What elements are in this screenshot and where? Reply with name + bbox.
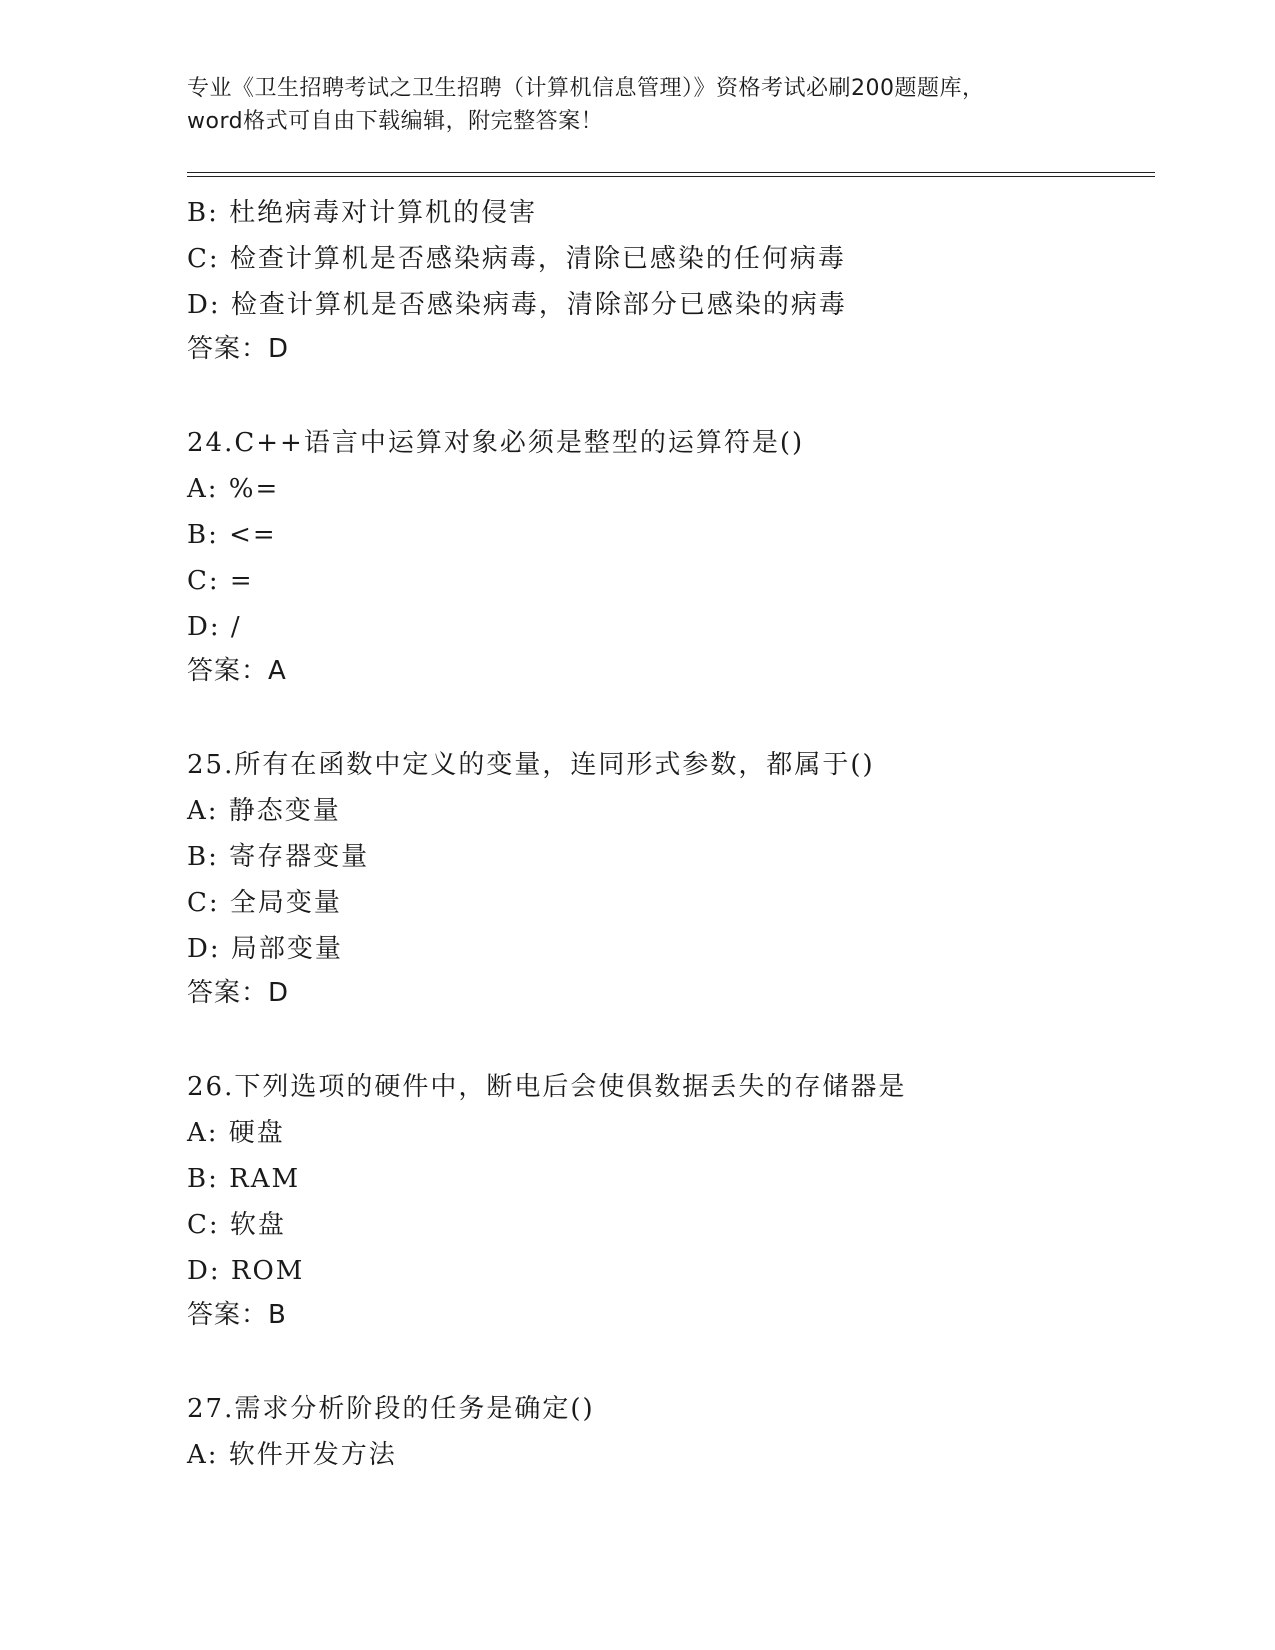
option-d: D: ROM [187,1256,305,1286]
continued-question [187,190,1147,370]
option-b: B: 寄存器变量 [187,842,370,872]
header-divider-bottom [187,176,1155,177]
option-a: A: 静态变量 [187,796,341,826]
question-stem: 25.所有在函数中定义的变量，连同形式参数，都属于() [187,750,875,780]
answer-line: 答案：A [187,656,287,686]
option-a: A: 软件开发方法 [187,1440,397,1470]
header-line-2: word格式可自由下载编辑，附完整答案！ [187,109,604,134]
option-b: B: <= [187,520,277,550]
answer-line: 答案：D [187,978,290,1008]
option-a: A: %= [187,474,280,504]
question-26 [187,1064,1147,1336]
question-stem: 24.C++语言中运算对象必须是整型的运算符是() [187,428,805,458]
option-d: D: 检查计算机是否感染病毒，清除部分已感染的病毒 [187,290,847,320]
option-b: B: 杜绝病毒对计算机的侵害 [187,198,538,228]
question-list [187,190,1147,1478]
question-25 [187,742,1147,1014]
option-c: C: = [187,566,254,596]
document-header [187,72,1087,138]
option-c: C: 软盘 [187,1210,286,1240]
question-stem: 26.下列选项的硬件中，断电后会使俱数据丢失的存储器是 [187,1072,907,1102]
question-stem: 27.需求分析阶段的任务是确定() [187,1394,595,1424]
option-b: B: RAM [187,1164,301,1194]
answer-line: 答案：B [187,1300,287,1330]
option-d: D: 局部变量 [187,934,343,964]
answer-line: 答案：D [187,334,290,364]
header-divider-top [187,172,1155,173]
question-24 [187,420,1147,692]
option-a: A: 硬盘 [187,1118,285,1148]
option-c: C: 检查计算机是否感染病毒，清除已感染的任何病毒 [187,244,846,274]
option-c: C: 全局变量 [187,888,342,918]
option-d: D: / [187,612,242,642]
question-27 [187,1386,1147,1478]
header-line-1: 专业《卫生招聘考试之卫生招聘（计算机信息管理）》资格考试必刷200题题库， [187,76,985,101]
